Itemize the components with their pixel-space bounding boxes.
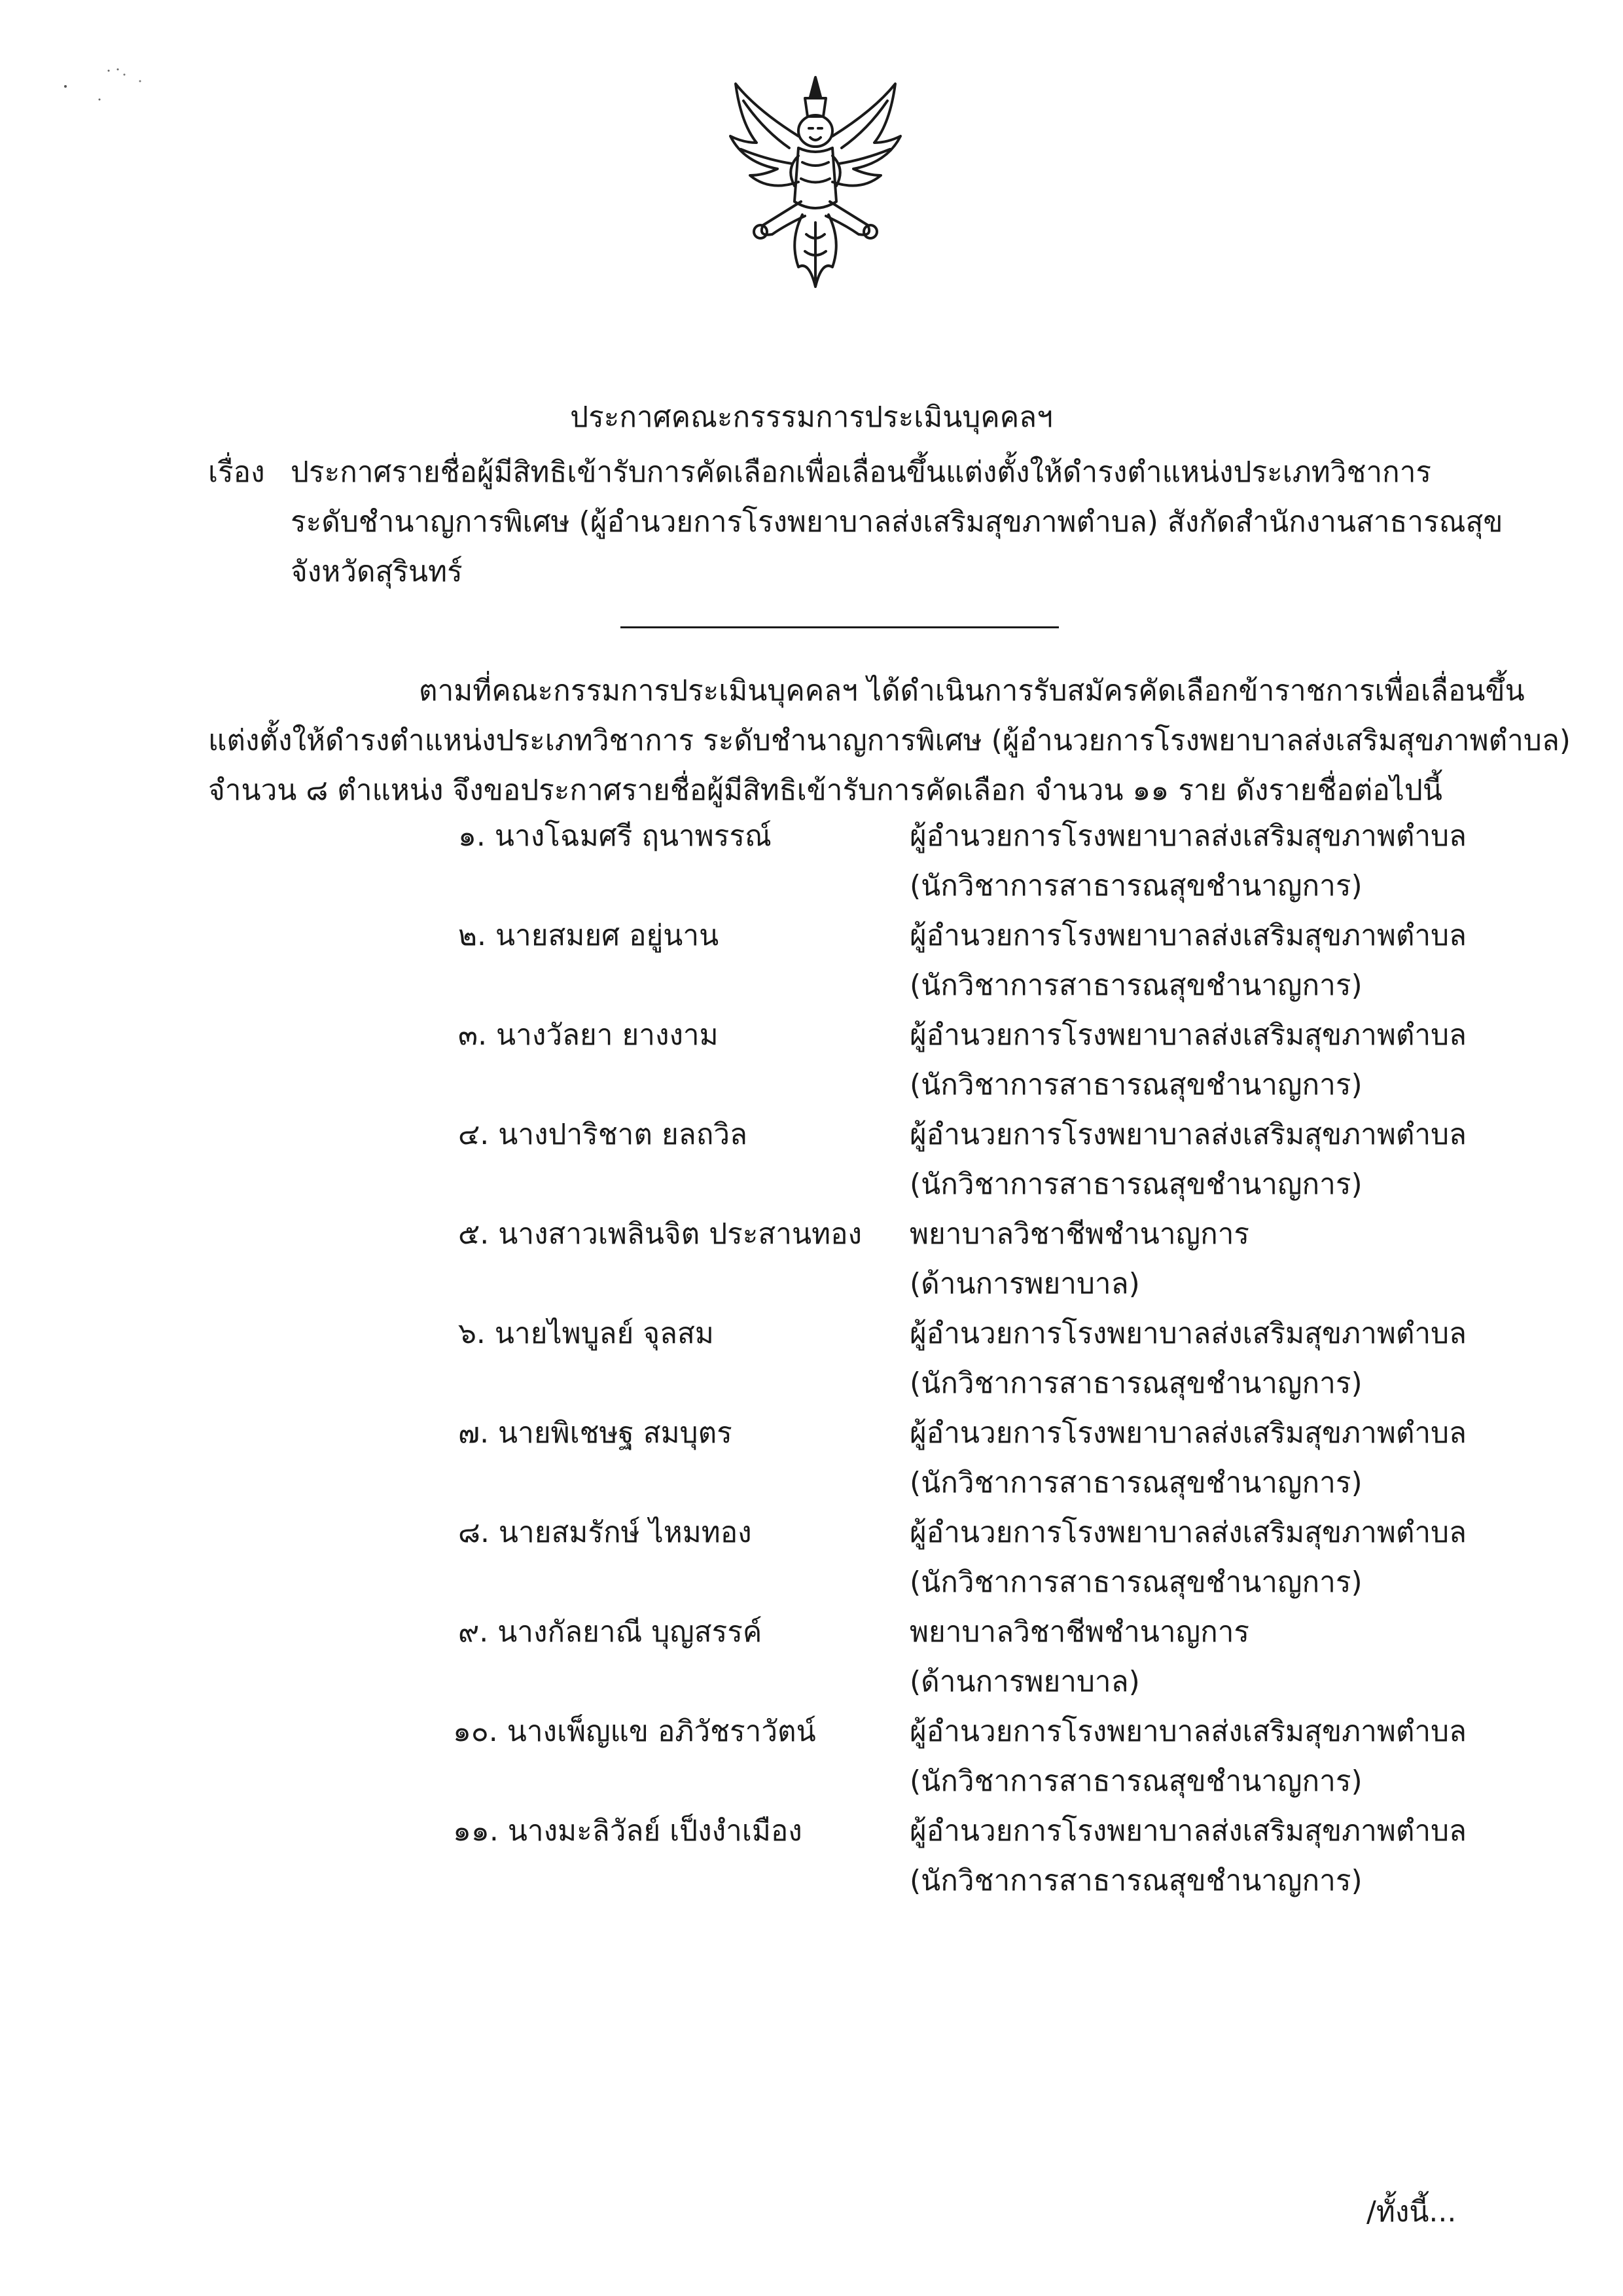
list-item	[458, 1210, 1466, 1309]
list-item	[458, 1309, 1466, 1408]
scan-specks	[52, 52, 183, 131]
candidate-position-detail: (นักวิชาการสาธารณสุขชำนาญการ)	[910, 1765, 1363, 1798]
candidate-position-detail: (นักวิชาการสาธารณสุขชำนาญการ)	[910, 969, 1363, 1002]
candidate-position-detail: (นักวิชาการสาธารณสุขชำนาญการ)	[910, 1068, 1363, 1102]
candidate-name: ๙. นางกัลยาณี บุญสรรค์	[458, 1615, 762, 1649]
continuation-text: /ทั้งนี้...	[1366, 2195, 1457, 2229]
list-item	[458, 812, 1466, 911]
subject-label: เรื่อง	[208, 456, 265, 489]
body-line: จำนวน ๘ ตำแหน่ง จึงขอประกาศรายชื่อผู้มีสิทธิเข้ารับการคัดเลือก จำนวน ๑๑ ราย ดังรายชื่อต่อไปนี้	[208, 774, 1442, 807]
candidate-name: ๓. นางวัลยา ยางงาม	[458, 1018, 719, 1052]
list-item	[458, 911, 1466, 1011]
candidate-position-detail: (ด้านการพยาบาล)	[910, 1665, 1140, 1698]
candidate-list	[453, 812, 1467, 1906]
list-item	[458, 1408, 1466, 1508]
list-item	[453, 1707, 1467, 1806]
candidate-position-detail: (นักวิชาการสาธารณสุขชำนาญการ)	[910, 1864, 1363, 1897]
candidate-position: ผู้อำนวยการโรงพยาบาลส่งเสริมสุขภาพตำบล	[910, 1317, 1467, 1350]
candidate-position-detail: (นักวิชาการสาธารณสุขชำนาญการ)	[910, 869, 1363, 903]
candidate-position-detail: (นักวิชาการสาธารณสุขชำนาญการ)	[910, 1367, 1363, 1400]
subject-line: ประกาศรายชื่อผู้มีสิทธิเข้ารับการคัดเลือกเพื่อเลื่อนขึ้นแต่งตั้งให้ดำรงตำแหน่งประเภทวิชาการ	[291, 456, 1432, 489]
candidate-name: ๒. นายสมยศ อยู่นาน	[458, 919, 719, 952]
candidate-position: ผู้อำนวยการโรงพยาบาลส่งเสริมสุขภาพตำบล	[910, 1814, 1467, 1848]
candidate-position-detail: (นักวิชาการสาธารณสุขชำนาญการ)	[910, 1168, 1363, 1201]
list-item	[458, 1607, 1466, 1707]
subject-line: ระดับชำนาญการพิเศษ (ผู้อำนวยการโรงพยาบาลส่งเสริมสุขภาพตำบล) สังกัดสำนักงานสาธารณสุข	[291, 505, 1503, 539]
candidate-position: ผู้อำนวยการโรงพยาบาลส่งเสริมสุขภาพตำบล	[910, 919, 1467, 952]
list-item	[458, 1011, 1466, 1110]
candidate-position: ผู้อำนวยการโรงพยาบาลส่งเสริมสุขภาพตำบล	[910, 819, 1467, 853]
list-item	[458, 1110, 1466, 1210]
body-line: แต่งตั้งให้ดำรงตำแหน่งประเภทวิชาการ ระดับชำนาญการพิเศษ (ผู้อำนวยการโรงพยาบาลส่งเสริมสุขภาพตำบล)	[208, 724, 1571, 757]
candidate-position: ผู้อำนวยการโรงพยาบาลส่งเสริมสุขภาพตำบล	[910, 1018, 1467, 1052]
candidate-position-detail: (ด้านการพยาบาล)	[910, 1267, 1140, 1300]
candidate-position-detail: (นักวิชาการสาธารณสุขชำนาญการ)	[910, 1466, 1363, 1499]
candidate-name: ๑๐. นางเพ็ญแข อภิวัชราวัตน์	[453, 1715, 816, 1748]
body-paragraph	[208, 666, 1571, 816]
candidate-position: ผู้อำนวยการโรงพยาบาลส่งเสริมสุขภาพตำบล	[910, 1118, 1467, 1151]
candidate-position: ผู้อำนวยการโรงพยาบาลส่งเสริมสุขภาพตำบล	[910, 1715, 1467, 1748]
list-item	[458, 1508, 1466, 1607]
garuda-emblem-icon	[717, 71, 914, 306]
candidate-name: ๑. นางโฉมศรี ฤนาพรรณ์	[458, 819, 772, 853]
candidate-position: ผู้อำนวยการโรงพยาบาลส่งเสริมสุขภาพตำบล	[910, 1516, 1467, 1549]
candidate-name: ๑๑. นางมะลิวัลย์ เป็งงำเมือง	[453, 1814, 802, 1848]
candidate-position-detail: (นักวิชาการสาธารณสุขชำนาญการ)	[910, 1566, 1363, 1599]
section-divider	[620, 626, 1059, 628]
body-line: ตามที่คณะกรรมการประเมินบุคคลฯ ได้ดำเนินการรับสมัครคัดเลือกข้าราชการเพื่อเลื่อนขึ้น	[419, 674, 1525, 708]
candidate-name: ๕. นางสาวเพลินจิต ประสานทอง	[458, 1217, 862, 1251]
candidate-name: ๖. นายไพบูลย์ จุลสม	[458, 1317, 714, 1350]
subject-text	[291, 448, 1503, 597]
subject-line: จังหวัดสุรินทร์	[291, 555, 463, 588]
candidate-position: พยาบาลวิชาชีพชำนาญการ	[910, 1217, 1250, 1251]
candidate-name: ๔. นางปาริชาต ยลถวิล	[458, 1118, 747, 1151]
candidate-name: ๗. นายพิเชษฐ สมบุตร	[458, 1416, 732, 1450]
candidate-position: ผู้อำนวยการโรงพยาบาลส่งเสริมสุขภาพตำบล	[910, 1416, 1467, 1450]
list-item	[453, 1806, 1467, 1906]
candidate-position: พยาบาลวิชาชีพชำนาญการ	[910, 1615, 1250, 1649]
candidate-name: ๘. นายสมรักษ์ ไหมทอง	[458, 1516, 752, 1549]
announcement-title: ประกาศคณะกรรรมการประเมินบุคคลฯ	[570, 401, 1053, 434]
